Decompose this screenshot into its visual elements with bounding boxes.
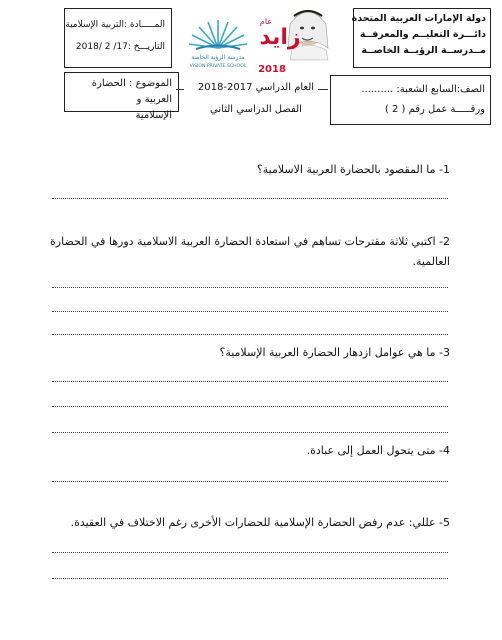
department-line: دائـــرة التعليــم والمعرفــة: [359, 29, 486, 40]
date-line: التاريـــخ :17/ 2 /2018: [75, 42, 165, 52]
ministry-header-box: [353, 8, 491, 68]
worksheet-line: ورقـــــة عمل رقم ( 2 ): [384, 104, 485, 115]
answer-line[interactable]: [52, 334, 448, 335]
academic-year: العام الدراسي 2017-2018: [197, 82, 315, 93]
school-line: مــدرســة الرؤيــة الخاصــة: [361, 45, 486, 56]
answer-line[interactable]: [52, 406, 448, 407]
question-1: 1- ما المقصود بالحضارة العربية الاسلامية؟: [256, 163, 450, 176]
question-4: 4- متى يتحول العمل إلى عبادة.: [306, 444, 450, 457]
answer-line[interactable]: [52, 198, 448, 199]
topic-line-2: الإسلامية: [135, 110, 172, 121]
school-logo-text: مدرسة الرؤية الخاصة: [191, 54, 245, 61]
answer-line[interactable]: [52, 552, 448, 553]
answer-line[interactable]: [52, 381, 448, 382]
subject-date-box: [64, 8, 172, 68]
answer-line[interactable]: [52, 432, 448, 433]
topic-box: [64, 72, 179, 121]
country-line: دولة الإمارات العربية المتحدة: [351, 13, 486, 24]
question-5: 5- عللي: عدم رفض الحضارة الإسلامية للحضارات الأخرى رغم الاختلاف في العقيدة.: [70, 516, 450, 529]
grade-worksheet-box: [330, 75, 491, 125]
answer-line[interactable]: [52, 287, 448, 288]
zayed-year-logo: [250, 4, 340, 76]
subject-line: المـــــادة :التربية الإسلامية: [65, 20, 165, 30]
question-2: 2- اكتبي ثلاثة مقترحات تساهم في استعادة الحضارة العربية الاسلامية دورها في الحضارة العالمية.: [50, 235, 450, 268]
answer-line[interactable]: [52, 311, 448, 312]
zayed-logo-text: زايد: [259, 25, 301, 50]
grade-line: الصف:السابع الشعبة: ..........: [361, 84, 485, 95]
zayed-logo-year: 2018: [258, 64, 286, 75]
zayed-logo-word: عام: [259, 17, 273, 26]
answer-line[interactable]: [52, 578, 448, 579]
topic-line-1: الموضوع : الحضارة العربية و: [91, 78, 172, 105]
school-logo: [182, 14, 254, 70]
question-3: 3- ما هي عوامل ازدهار الحضارة العربية الإسلامية؟: [219, 346, 450, 359]
answer-line[interactable]: [52, 481, 448, 482]
school-logo-subtext: VISION PRIVATE SCHOOL: [189, 64, 247, 69]
semester: الفصل الدراسي الثاني: [210, 104, 302, 115]
divider-dash: [176, 89, 184, 90]
